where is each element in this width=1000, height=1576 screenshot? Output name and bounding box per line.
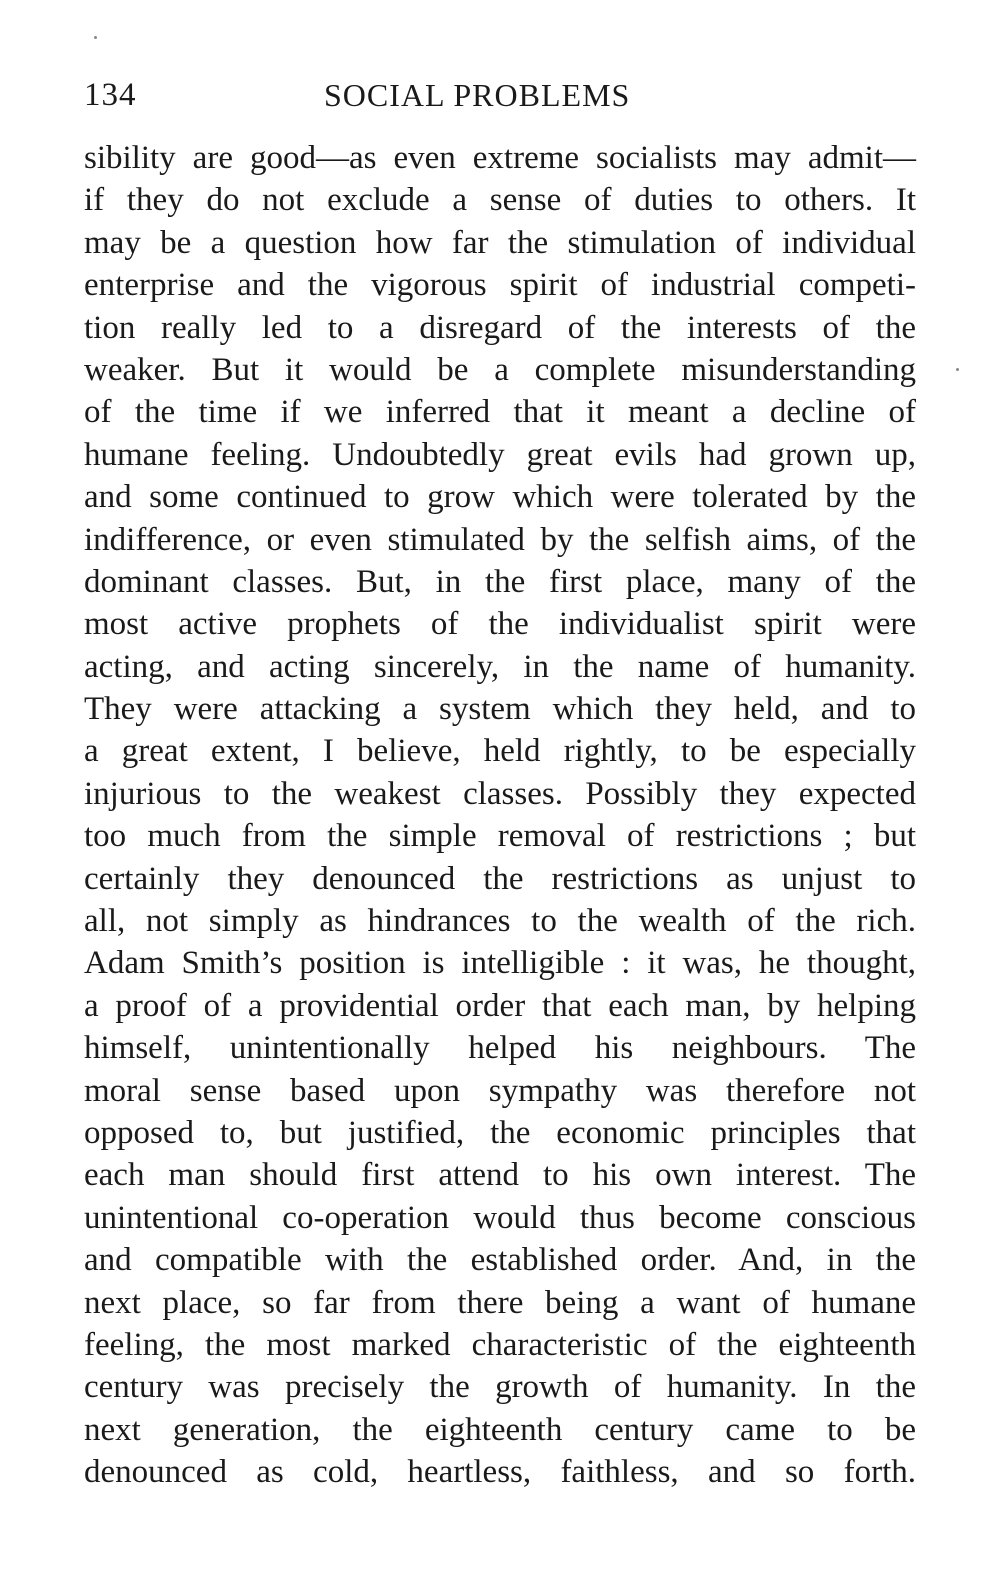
text-line: next generation, the eighteenth century came to be [84,1411,916,1448]
text-line: if they do not exclude a sense of duties to others. It [84,182,916,219]
text-line: They were attacking a system which they held, and to [84,691,916,728]
text-line: and compatible with the established order. And, in the [84,1242,916,1279]
text-line: moral sense based upon sympathy was therefore not [84,1072,916,1109]
stray-mark [956,368,959,371]
text-line: next place, so far from there being a want of humane [84,1284,916,1321]
text-line: acting, and acting sincerely, in the name of humanity. [84,648,916,685]
text-line: himself, unintentionally helped his neighbours. The [84,1030,916,1067]
body-text [84,137,916,1494]
text-line: too much from the simple removal of restrictions ; but [84,818,916,855]
text-line: Adam Smith’s position is intelligible : it was, he thought, [84,945,916,982]
text-line: a great extent, I believe, held rightly, to be especially [84,733,916,770]
text-line: denounced as cold, heartless, faithless, and so forth. [84,1454,916,1491]
text-line: humane feeling. Undoubtedly great evils had grown up, [84,436,916,473]
text-line: weaker. But it would be a complete misunderstanding [84,351,916,388]
text-line: all, not simply as hindrances to the wealth of the rich. [84,903,916,940]
text-line: each man should first attend to his own interest. The [84,1157,916,1194]
stray-mark [94,36,97,39]
text-line: enterprise and the vigorous spirit of industrial competi- [84,267,916,304]
text-line: unintentional co-operation would thus become conscious [84,1199,916,1236]
text-line: a proof of a providential order that each man, by helping [84,987,916,1024]
text-line: indifference, or even stimulated by the selfish aims, of the [84,521,916,558]
text-line: most active prophets of the individualist spirit were [84,606,916,643]
text-line: century was precisely the growth of humanity. In the [84,1369,916,1406]
running-head [84,70,916,120]
text-line: dominant classes. But, in the first place, many of the [84,563,916,600]
text-line: of the time if we inferred that it meant a decline of [84,394,916,431]
running-title: SOCIAL PROBLEMS [324,77,631,113]
text-line: and some continued to grow which were tolerated by the [84,479,916,516]
page-number: 134 [84,77,137,113]
text-line: may be a question how far the stimulation of individual [84,224,916,261]
text-line: certainly they denounced the restrictions as unjust to [84,860,916,897]
text-line: opposed to, but justified, the economic principles that [84,1114,916,1151]
text-line: injurious to the weakest classes. Possibly they expected [84,775,916,812]
text-line: tion really led to a disregard of the interests of the [84,309,916,346]
text-line: feeling, the most marked characteristic of the eighteenth [84,1326,916,1363]
text-line: sibility are good—as even extreme socialists may admit— [84,140,916,176]
